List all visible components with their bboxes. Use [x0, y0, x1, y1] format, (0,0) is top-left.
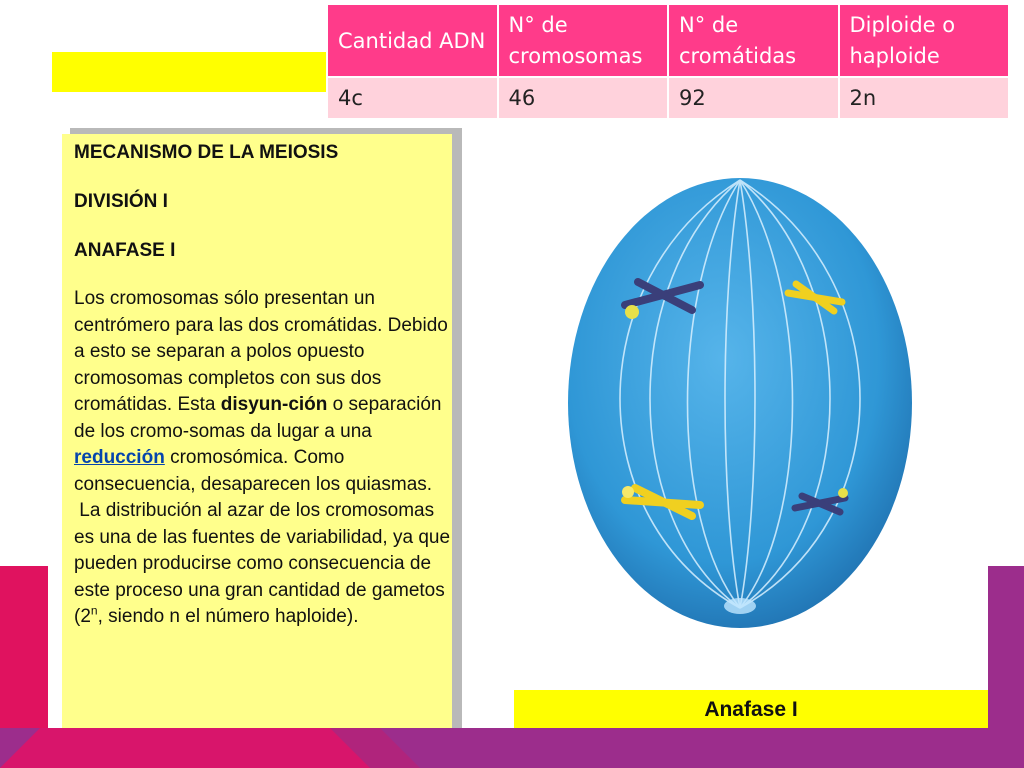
- panel-phase: ANAFASE I: [74, 240, 176, 261]
- spindle-pole-bottom: [724, 598, 756, 614]
- table-cell: 4c: [327, 77, 498, 119]
- chromosome-data-table: [326, 3, 1010, 120]
- table-header-cell: Cantidad ADN: [327, 4, 498, 77]
- figure-caption: Anafase I: [514, 690, 988, 728]
- panel-title: MECANISMO DE LA MEIOSIS: [74, 142, 339, 163]
- body-superscript: n: [90, 603, 98, 618]
- body-text: cromosómica. Como consecuencia, desaparecen los quiasmas.: [74, 447, 433, 495]
- body-text: Los cromosomas sólo presentan un centrómero para las dos cromátidas. Debido a esto se separan a polos opuesto cromosomas completos con sus dos cromátidas. Esta: [74, 288, 448, 415]
- panel-division: DIVISIÓN I: [74, 191, 168, 212]
- panel-body: [74, 286, 452, 631]
- table-cell: 46: [498, 77, 669, 119]
- anaphase-cell-illustration: [540, 160, 940, 640]
- decorative-yellow-bar: [52, 52, 332, 92]
- table-header-cell: N° de cromosomas: [498, 4, 669, 77]
- table-cell: 92: [668, 77, 839, 119]
- table-header-cell: N° de cromátidas: [668, 4, 839, 77]
- body-text: La distribución al azar de los cromosomas es una de las fuentes de variabilidad, ya que pueden producirse como consecuencia de este proceso una gran cantidad de gametos (2: [74, 500, 451, 627]
- meiosis-text-panel: [62, 134, 452, 728]
- table-header-row: [327, 4, 1009, 77]
- table-row: [327, 77, 1009, 119]
- reduccion-link[interactable]: reducción: [74, 447, 165, 468]
- body-bold-term: disyun-ción: [220, 394, 328, 415]
- decorative-bottom-band: [0, 728, 1024, 768]
- table-cell: 2n: [839, 77, 1010, 119]
- body-text: , siendo n el número haploide).: [97, 606, 359, 627]
- table-header-cell: Diploide o haploide: [839, 4, 1010, 77]
- body-text: o separación de los cromo-somas da lugar a una: [74, 394, 442, 442]
